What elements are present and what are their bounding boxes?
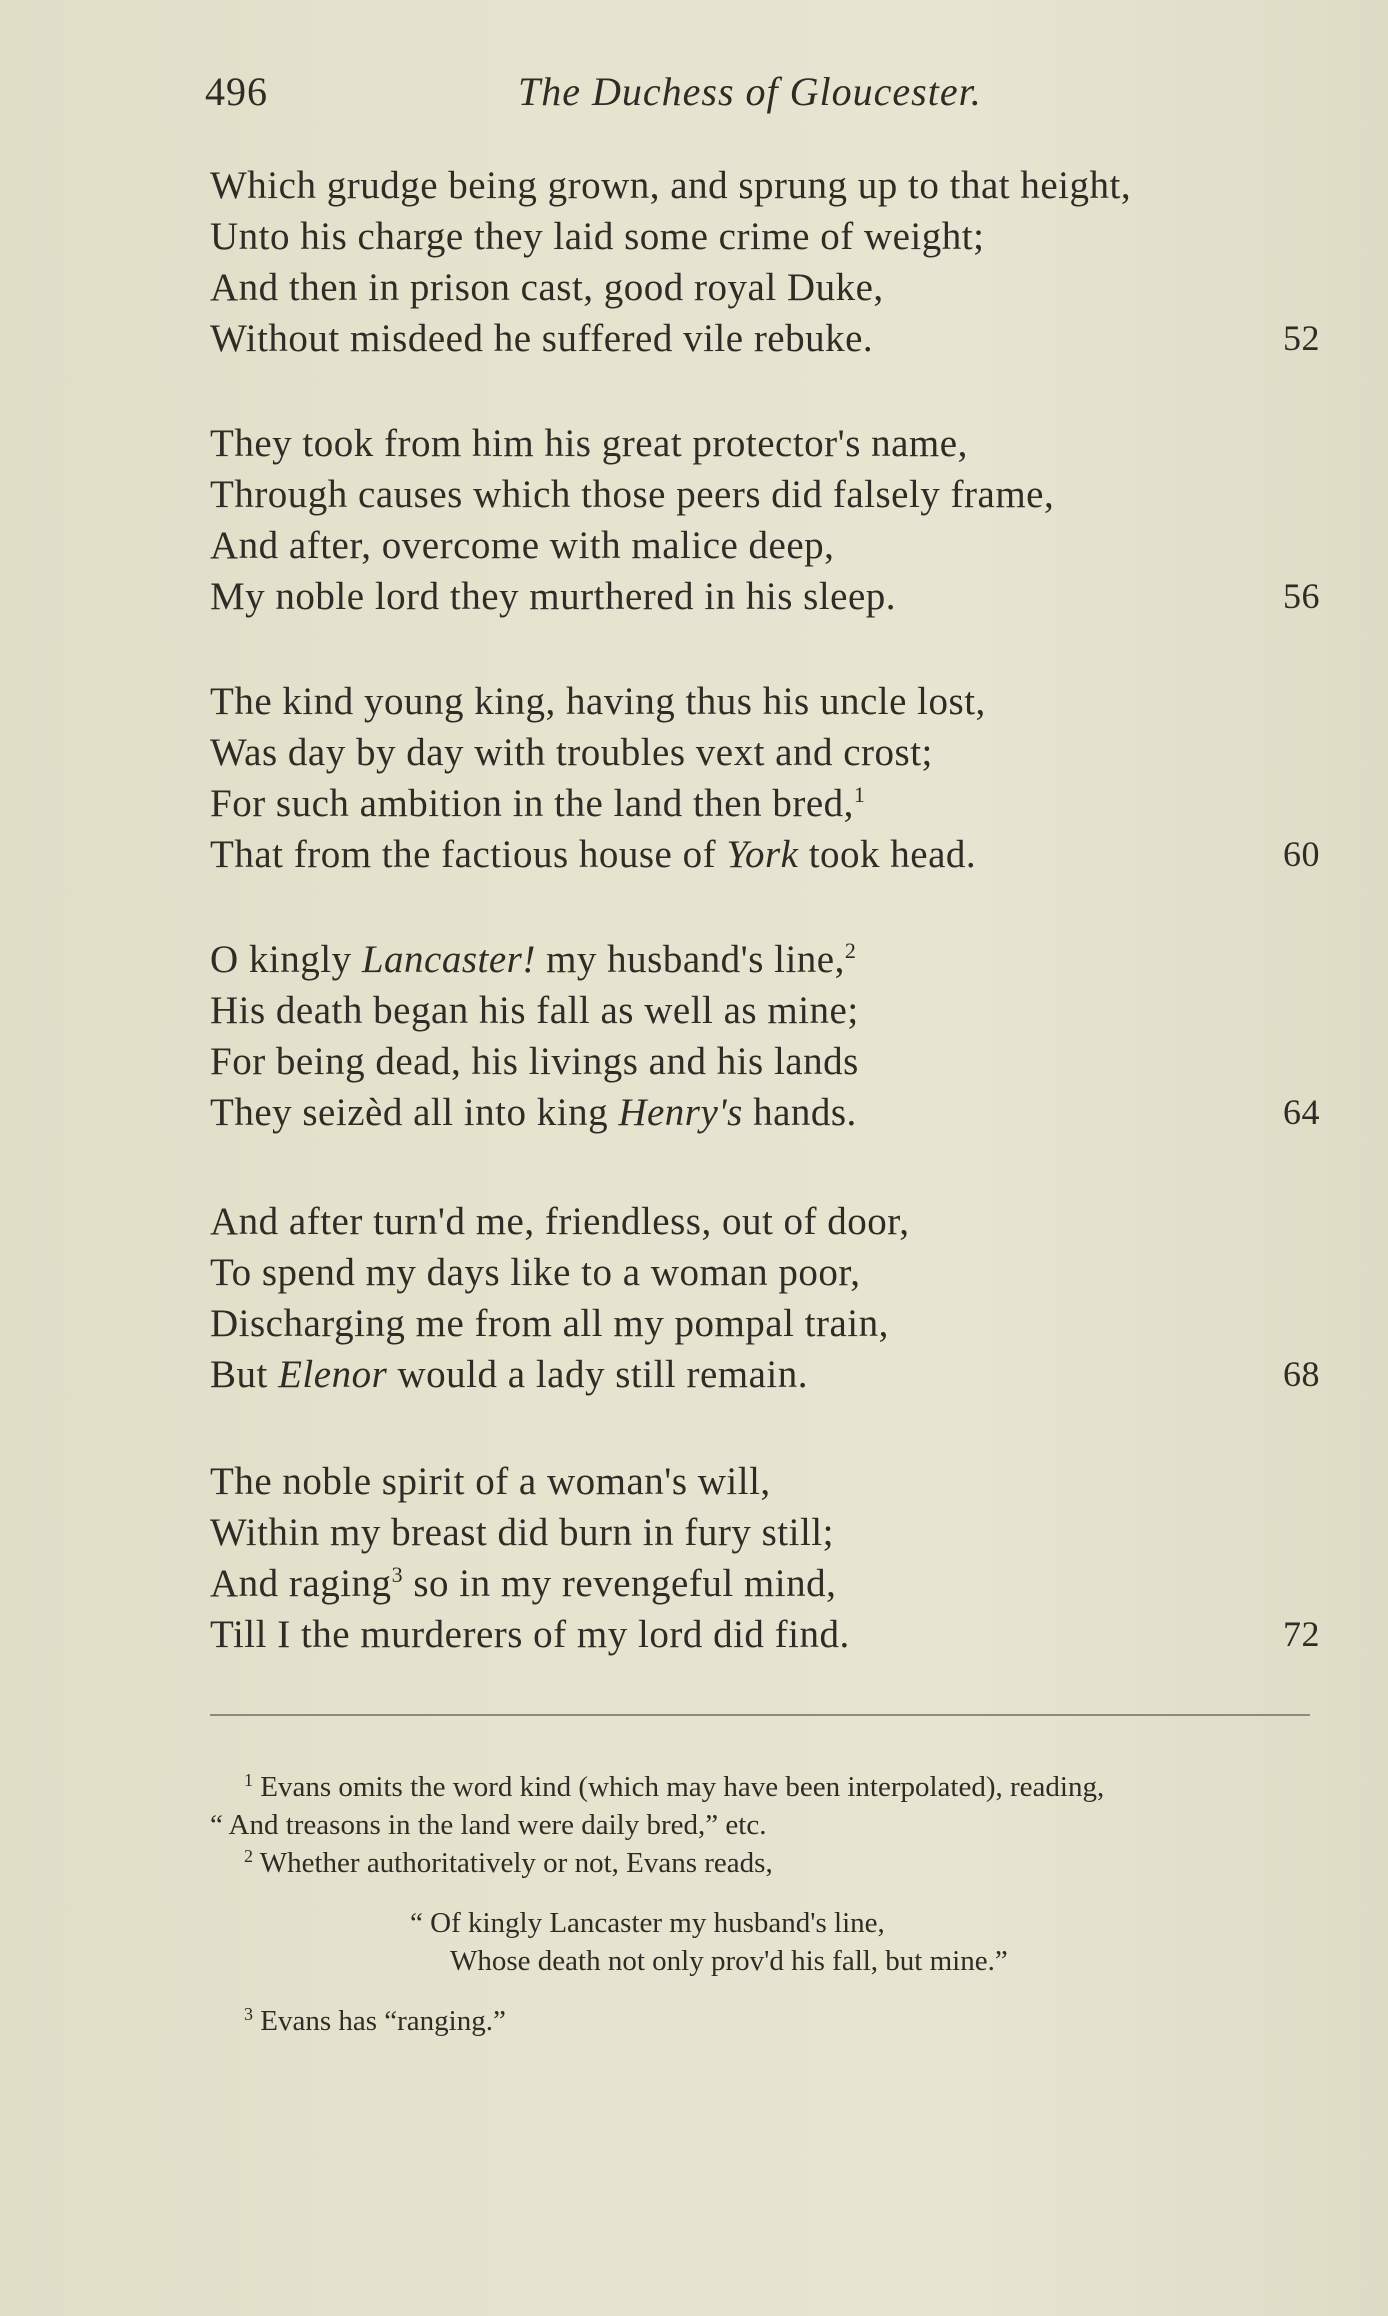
stanza-6	[210, 1456, 1320, 1660]
italic-name: York	[726, 833, 799, 876]
footnote-1-continued: “ And treasons in the land were daily bred,” etc.	[210, 1809, 767, 1841]
line-number: 60	[1283, 834, 1320, 874]
verse-line: To spend my days like to a woman poor,	[210, 1251, 861, 1294]
verse-line: O kingly Lancaster! my husband's line,$^2$	[210, 938, 857, 981]
stanza-2	[210, 418, 1320, 622]
verse-line: The noble spirit of a woman's will,	[210, 1460, 771, 1503]
footnote-quotation	[210, 1904, 1320, 1980]
verse-line: And after turn'd me, friendless, out of door,	[210, 1200, 910, 1243]
line-number: 64	[1283, 1092, 1320, 1132]
italic-name: Elenor	[278, 1353, 388, 1396]
footnotes	[210, 1768, 1320, 2040]
footnote-divider	[210, 1714, 1310, 1716]
italic-name: Henry's	[618, 1091, 743, 1134]
page-number: 496	[205, 69, 268, 114]
footnote-marker: 1	[244, 1770, 253, 1790]
verse-line: And raging$^3$ so in my revengeful mind,	[210, 1562, 837, 1605]
verse-line: For such ambition in the land then bred,$^1$	[210, 782, 866, 825]
stanza-5	[210, 1196, 1320, 1400]
footnote-marker: 2	[244, 1846, 253, 1866]
verse-line: Which grudge being grown, and sprung up to that height,	[210, 164, 1132, 207]
footnote-3: $^3$ Evans has “ranging.”	[244, 2004, 506, 2037]
footnote-1: $^1$ Evans omits the word kind (which may have been interpolated), reading,	[244, 1770, 1105, 1803]
footnote-ref: 2	[844, 938, 857, 963]
verse-line: The kind young king, having thus his uncle lost,	[210, 680, 986, 723]
line-number: 68	[1283, 1354, 1320, 1394]
stanza-3	[210, 676, 1320, 880]
quote-line: Whose death not only prov'd his fall, but mine.”	[450, 1945, 1008, 1977]
verse-line: Was day by day with troubles vext and crost;	[210, 731, 933, 774]
quote-line: “ Of kingly Lancaster my husband's line,	[410, 1907, 885, 1939]
verse-line: My noble lord they murthered in his sleep. 56	[210, 571, 1320, 622]
verse-line: Unto his charge they laid some crime of weight;	[210, 215, 985, 258]
footnote-marker: 3	[244, 2004, 253, 2024]
footnote-2: $^2$ Whether authoritatively or not, Evans reads,	[244, 1846, 773, 1879]
verse-line: And then in prison cast, good royal Duke,	[210, 266, 884, 309]
verse-line: But Elenor would a lady still remain. 68	[210, 1349, 1320, 1400]
verse-line: Through causes which those peers did falsely frame,	[210, 473, 1055, 516]
verse-line: Within my breast did burn in fury still;	[210, 1511, 834, 1554]
verse-line: Discharging me from all my pompal train,	[210, 1302, 889, 1345]
running-title: The Duchess of Gloucester.	[518, 69, 982, 114]
verse-line: They took from him his great protector's name,	[210, 422, 968, 465]
verse-line: That from the factious house of York took head. 60	[210, 829, 1320, 880]
stanza-1	[210, 160, 1320, 364]
verse-line: They seizèd all into king Henry's hands. 64	[210, 1087, 1320, 1138]
footnote-ref: 3	[391, 1562, 404, 1587]
line-number: 52	[1283, 318, 1320, 358]
verse-line: And after, overcome with malice deep,	[210, 524, 835, 567]
italic-name: Lancaster!	[361, 938, 536, 981]
verse-line: His death began his fall as well as mine;	[210, 989, 859, 1032]
footnote-ref: 1	[853, 782, 866, 807]
line-number: 72	[1283, 1614, 1320, 1654]
verse-line: Till I the murderers of my lord did find. 72	[210, 1609, 1320, 1660]
page-header	[205, 68, 1315, 128]
line-number: 56	[1283, 576, 1320, 616]
verse-line: Without misdeed he suffered vile rebuke. 52	[210, 313, 1320, 364]
verse-line: For being dead, his livings and his lands	[210, 1040, 859, 1083]
stanza-4	[210, 934, 1320, 1138]
